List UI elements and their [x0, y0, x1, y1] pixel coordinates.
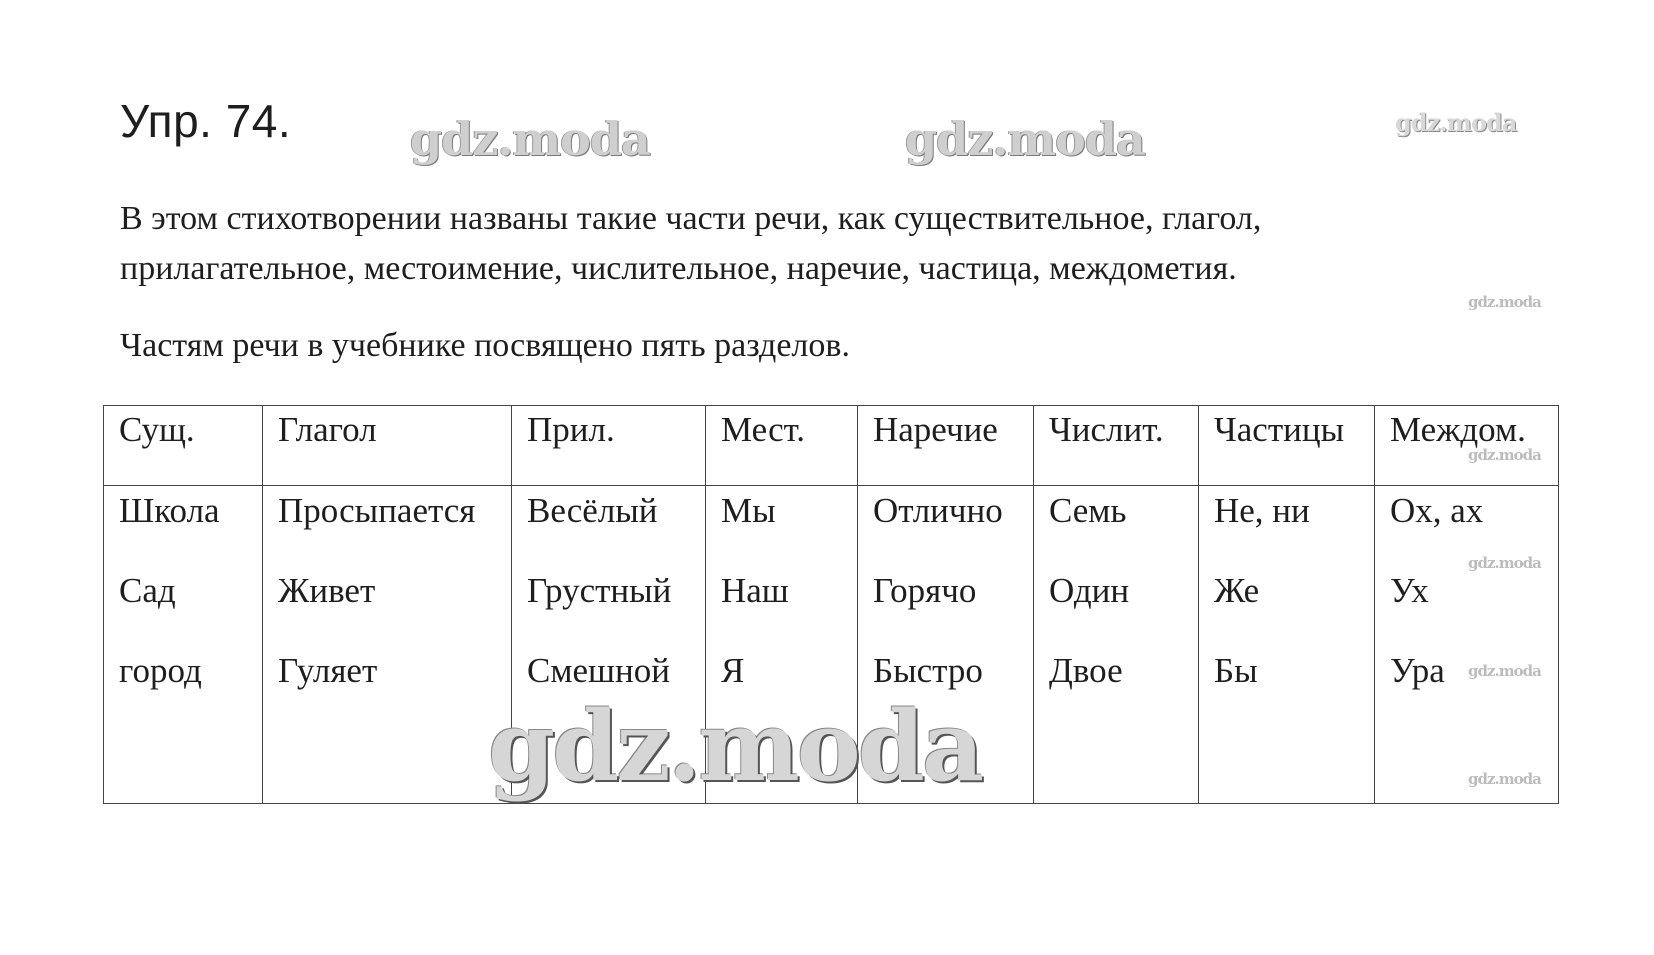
- watermark: gdz.moda: [905, 112, 1145, 166]
- word: Ура: [1390, 651, 1445, 690]
- word: Грустный: [527, 571, 672, 610]
- column-header: Наречие: [858, 406, 1034, 486]
- header-row: [104, 406, 1559, 486]
- word: Весёлый: [527, 491, 658, 530]
- word: Семь: [1049, 491, 1127, 530]
- column-cell: [858, 486, 1034, 804]
- word: Сад: [119, 571, 176, 610]
- column-header: Числит.: [1034, 406, 1199, 486]
- word: Отлично: [873, 491, 1003, 530]
- column-cell: [263, 486, 512, 804]
- word: Бы: [1214, 651, 1258, 690]
- column-cell: [512, 486, 706, 804]
- word: Смешной: [527, 651, 670, 690]
- column-header: Сущ.: [104, 406, 263, 486]
- word: Живет: [278, 571, 376, 610]
- watermark: gdz.moda: [1468, 554, 1541, 572]
- word: Просыпается: [278, 491, 476, 530]
- column-header: Прил.: [512, 406, 706, 486]
- word: Быстро: [873, 651, 983, 690]
- column-cell: [1034, 486, 1199, 804]
- word: Один: [1049, 571, 1130, 610]
- word: Же: [1214, 571, 1260, 610]
- intro-paragraph: [120, 194, 1580, 294]
- watermark: gdz.moda: [1468, 662, 1541, 680]
- column-header: Глагол: [263, 406, 512, 486]
- word: Ух: [1390, 571, 1429, 610]
- watermark: gdz.moda: [1468, 293, 1541, 311]
- column-cell: [104, 486, 263, 804]
- intro-line: В этом стихотворении названы такие части речи, как существительное, глагол,: [120, 200, 1262, 237]
- word: Ох, ах: [1390, 491, 1484, 530]
- column-header: Мест.: [706, 406, 858, 486]
- column-header: Частицы: [1199, 406, 1375, 486]
- word: Горячо: [873, 571, 977, 610]
- watermark: gdz.moda: [488, 690, 982, 803]
- column-cell: [1199, 486, 1375, 804]
- column-header: Междом.: [1375, 406, 1559, 486]
- word: Не, ни: [1214, 491, 1310, 530]
- word: Школа: [119, 491, 220, 530]
- watermark: gdz.moda: [1468, 446, 1541, 464]
- word: город: [119, 651, 202, 690]
- word: Гуляет: [278, 651, 378, 690]
- parts-of-speech-table: [103, 405, 1559, 804]
- word: Наш: [721, 571, 789, 610]
- exercise-heading: Упр. 74.: [120, 95, 292, 147]
- watermark: gdz.moda: [1395, 108, 1517, 137]
- sections-note: Частям речи в учебнике посвящено пять разделов.: [120, 327, 850, 364]
- words-row: [104, 486, 1559, 804]
- intro-line: прилагательное, местоимение, числительное, наречие, частица, междометия.: [120, 250, 1237, 287]
- column-cell: [706, 486, 858, 804]
- word: Я: [721, 651, 745, 690]
- watermark: gdz.moda: [1468, 770, 1541, 788]
- column-cell: [1375, 486, 1559, 804]
- word: Двое: [1049, 651, 1123, 690]
- word: Мы: [721, 491, 776, 530]
- watermark: gdz.moda: [410, 112, 650, 166]
